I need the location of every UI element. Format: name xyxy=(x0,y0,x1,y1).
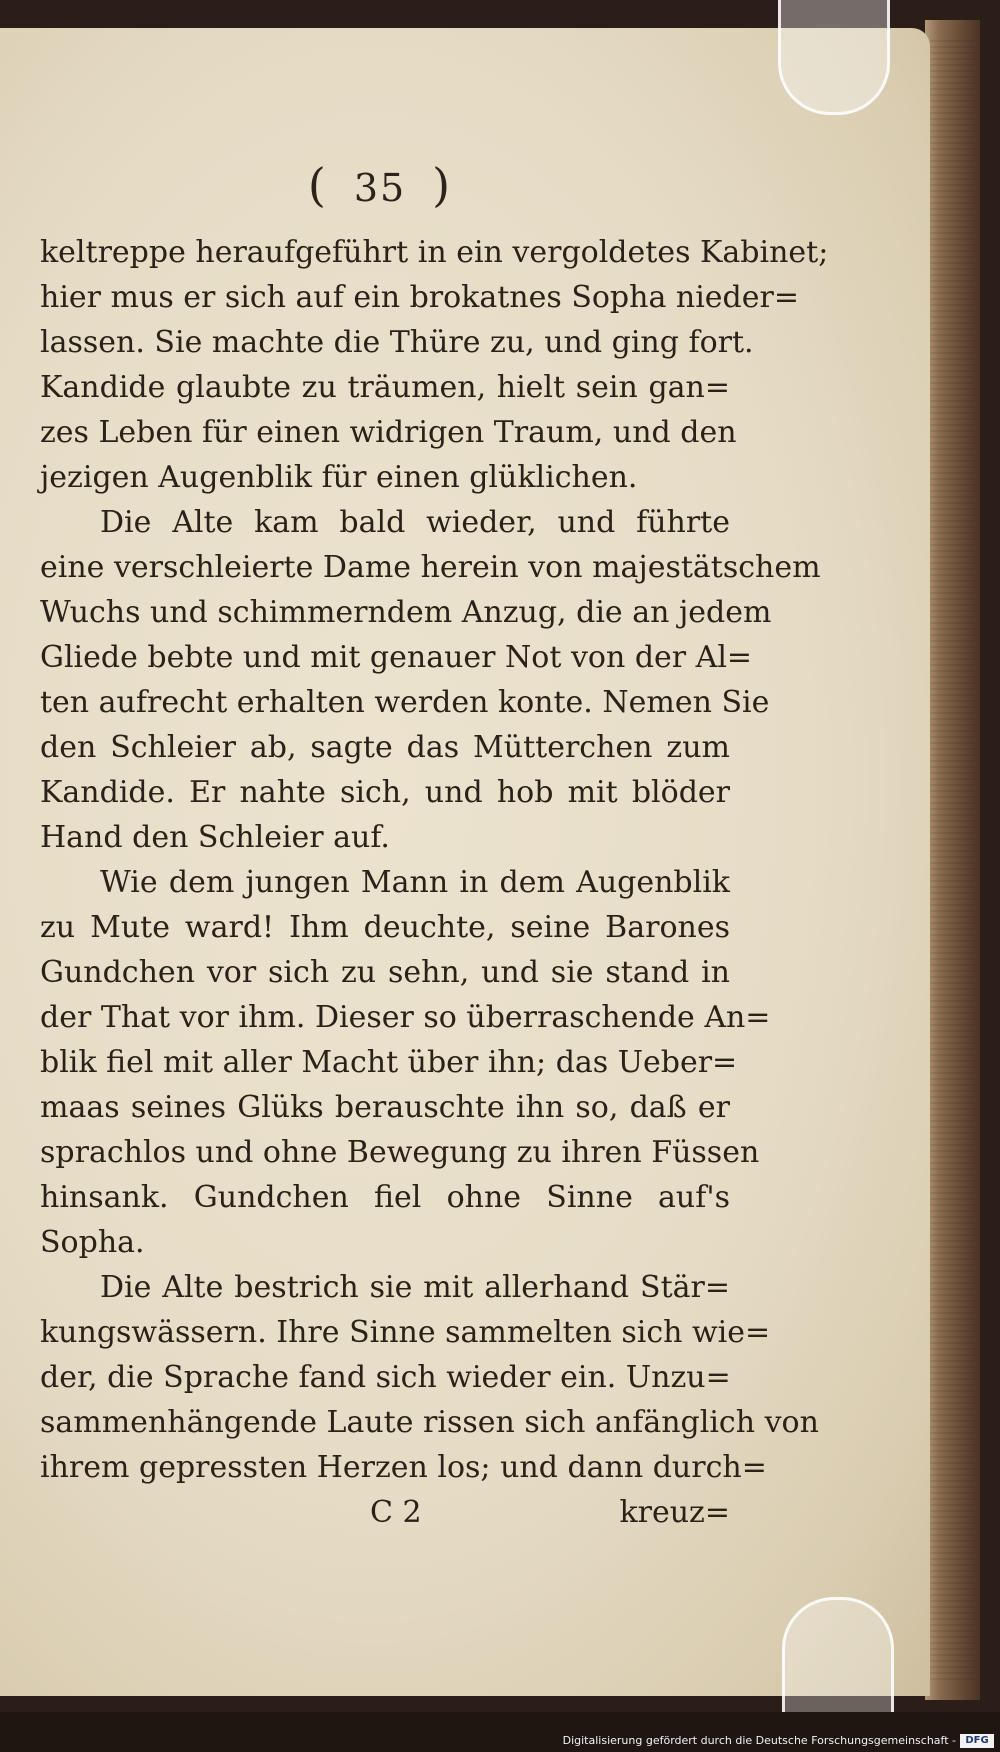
text-line: Wie dem jungen Mann in dem Augenblik xyxy=(100,865,730,900)
text-line: Die Alte kam bald wieder, und führte xyxy=(100,505,730,540)
text-line: lassen. Sie machte die Thüre zu, und ging fort. xyxy=(40,325,754,360)
text-line: ten aufrecht erhalten werden konte. Nemen Sie xyxy=(40,685,770,720)
text-line: Wuchs und schimmerndem Anzug, die an jedem xyxy=(40,595,772,630)
text-line: zes Leben für einen widrigen Traum, und den xyxy=(40,415,737,450)
text-line: hier mus er sich auf ein brokatnes Sopha nieder= xyxy=(40,280,799,315)
text-line: kungswässern. Ihre Sinne sammelten sich wie= xyxy=(40,1315,771,1350)
page-header xyxy=(280,158,480,212)
page-edge-texture xyxy=(930,40,975,1680)
catchword: kreuz= xyxy=(619,1495,730,1530)
page-number: 35 xyxy=(353,166,407,210)
header-right-paren: ) xyxy=(432,158,453,212)
funding-credit: Digitalisierung gefördert durch die Deutsche Forschungsgemeinschaft - xyxy=(562,1734,956,1747)
text-line: Sopha. xyxy=(40,1225,145,1260)
page-footer xyxy=(40,1490,730,1535)
text-line: maas seines Glüks berauschte ihn so, daß er xyxy=(40,1090,730,1125)
text-line: der That vor ihm. Dieser so überraschende An= xyxy=(40,1000,771,1035)
text-line: Gundchen vor sich zu sehn, und sie stand in xyxy=(40,955,730,990)
text-line: hinsank. Gundchen fiel ohne Sinne auf's xyxy=(40,1180,730,1215)
signature-mark: C 2 xyxy=(370,1495,422,1530)
text-line: der, die Sprache fand sich wieder ein. Unzu= xyxy=(40,1360,731,1395)
text-line: Hand den Schleier auf. xyxy=(40,820,390,855)
text-line: Die Alte bestrich sie mit allerhand Stär= xyxy=(100,1270,730,1305)
text-line: zu Mute ward! Ihm deuchte, seine Barones xyxy=(40,910,730,945)
body-text xyxy=(40,230,829,1490)
text-line: sammenhängende Laute rissen sich anfänglich von xyxy=(40,1405,819,1440)
text-line: Kandide. Er nahte sich, und hob mit blöder xyxy=(40,775,730,810)
text-line: eine verschleierte Dame herein von majestätschem xyxy=(40,550,821,585)
text-line: jezigen Augenblik für einen glüklichen. xyxy=(40,460,638,495)
text-line: Gliede bebte und mit genauer Not von der Al= xyxy=(40,640,753,675)
text-line: sprachlos und ohne Bewegung zu ihren Füssen xyxy=(40,1135,760,1170)
text-line: Kandide glaubte zu träumen, hielt sein gan= xyxy=(40,370,730,405)
dfg-logo: DFG xyxy=(960,1734,994,1748)
top-page-clip xyxy=(778,0,890,115)
text-line: ihrem gepressten Herzen los; und dann durch= xyxy=(40,1450,767,1485)
header-left-paren: ( xyxy=(307,158,328,212)
text-line: den Schleier ab, sagte das Mütterchen zum xyxy=(40,730,730,765)
text-line: keltreppe heraufgeführt in ein vergoldetes Kabinet; xyxy=(40,235,829,270)
text-line: blik fiel mit aller Macht über ihn; das Ueber= xyxy=(40,1045,738,1080)
